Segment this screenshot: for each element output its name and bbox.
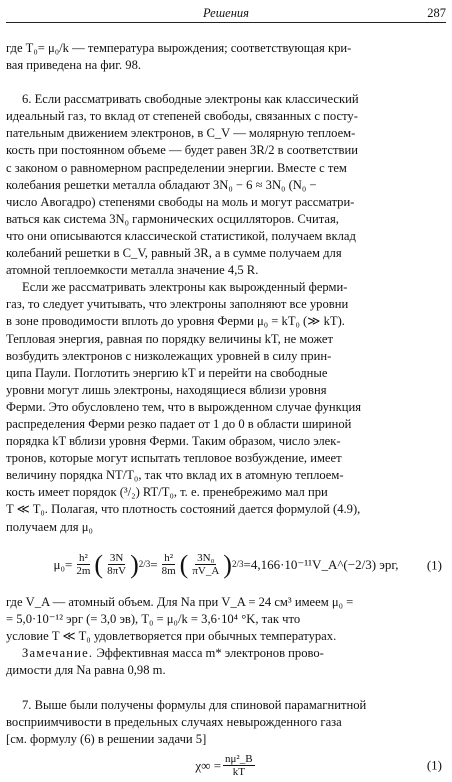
close-paren: ) [223, 549, 232, 579]
numerator: 3N [109, 552, 124, 565]
text-line: [см. формулу (6) в решении задачи 5] [6, 732, 207, 747]
text-line: кость при постоянном объеме — будет равен 3R/2 в соответствии [6, 143, 358, 158]
text-line: в зоне проводимости вплоть до уровня Ферми μ₀ = kT₀ (≫ kT). [6, 314, 345, 329]
formula-rhs: =4,166·10⁻¹¹V_A^(−2/3) эрг, [243, 557, 399, 573]
text-line: ваться как система 3N₀ гармонических осцилляторов. Считая, [6, 211, 339, 226]
fraction [105, 552, 128, 577]
text-line: атомной теплоемкости металла значение 4,5 R. [6, 263, 259, 278]
text-line: Тепловая энергия, равная по порядку величины kT, не может [6, 331, 333, 346]
numerator: h² [164, 552, 174, 565]
numerator: h² [78, 552, 88, 565]
text-line: число Авогадро) степенями свободы на моль и могут рассматри- [6, 194, 355, 209]
text-line: димости для Na равна 0,98 m. [6, 663, 166, 677]
text-line: T ≪ T₀. Полагая, что плотность состояний дается формулой (4.9), [6, 502, 361, 517]
text-line: Если же рассматривать электроны как вырожденный ферми- [22, 280, 348, 295]
text-line: получаем для μ₀ [6, 519, 93, 534]
paragraph-problem-7 [6, 697, 446, 748]
text-line: величину порядка NT/T₀, так что вклад их в атомную теплоем- [6, 468, 344, 483]
text-line: ципа Паули. Поглотить энергию kT и перейти на свободные [6, 365, 328, 380]
fraction [74, 552, 92, 577]
text-line: порядка kT вблизи уровня Ферми. Таким образом, число элек- [6, 434, 341, 449]
paragraph-degenerate-gas [6, 279, 446, 535]
open-paren: ( [94, 549, 104, 579]
text-line: распределения Ферми резко падает от 1 до 0 в области шириной [6, 416, 352, 431]
fraction [160, 552, 178, 577]
formula-lhs: μ₀= [53, 557, 73, 573]
running-head-title: Решения [203, 6, 249, 20]
denominator: 8m [161, 565, 176, 578]
equation-number: (1) [426, 757, 442, 773]
text-line: где V_A — атомный объем. Для Na при V_A = 24 см³ имеем μ₀ = [6, 594, 354, 609]
page-body [6, 40, 446, 782]
formula-fermi-energy [6, 536, 446, 594]
text-line: Ферми. Это обусловлено тем, что в вырожденном случае функция [6, 399, 361, 414]
text-line: пательным движением электронов, в C_V — молярную теплоем- [6, 126, 356, 141]
paragraph-note [6, 645, 446, 679]
page-number: 287 [427, 6, 446, 20]
open-paren: ( [179, 549, 189, 579]
text-line: Эффективная масса m* электронов прово- [93, 645, 324, 660]
note-label: Замечание. [22, 645, 94, 660]
running-head [6, 6, 446, 23]
fraction [190, 552, 221, 577]
text-line: 7. Выше были получены формулы для спиновой парамагнитной [22, 698, 367, 713]
formula-susceptibility [6, 748, 446, 782]
text-line: возбудить электронов с низколежащих уровней в силу прин- [6, 348, 332, 363]
exponent: 2/3 [138, 559, 151, 570]
text-line: колебания решетки металла обладают 3N₀ − 6 ≈ 3N₀ (N₀ − [6, 177, 317, 192]
text-line: с законом о равномерном распределении энергии. Вместе с тем [6, 160, 347, 175]
text-line: идеальный газ, то вклад от степеней свободы, связанных с посту- [6, 109, 358, 124]
text-line: вая приведена на фиг. 98. [6, 58, 142, 73]
equals-sign: = [150, 557, 158, 573]
denominator: 2m [76, 565, 91, 578]
equation-number: (1) [426, 557, 442, 573]
text-line: колебаний решетки в C_V, равный 3R, а в сумме получаем для [6, 246, 342, 261]
formula-lhs: χ∞ = [195, 757, 222, 773]
text-line: восприимчивости в предельных случаях невырожденного газа [6, 715, 342, 730]
text-line: кость имеет порядок (³/₂) RT/T₀, т. е. пренебрежимо мал при [6, 485, 328, 500]
numerator: nμ²_B [225, 752, 253, 765]
text-line: 6. Если рассматривать свободные электроны как классический [22, 92, 359, 107]
text-line: газ, то следует учитывать, что электроны заполняют все уровни [6, 297, 349, 312]
text-line: условие T ≪ T₀ удовлетворяется при обычных температурах. [6, 628, 337, 643]
text-line: = 5,0·10⁻¹² эрг (= 3,0 эв), T₀ = μ₀/k = 3,6·10⁴ °K, так что [6, 611, 301, 626]
denominator: 8πV [107, 565, 127, 578]
text-line: где T₀= μ₀/k — температура вырождения; соответствующая кри- [6, 41, 352, 55]
fraction [223, 753, 255, 778]
paragraph-problem-6 [6, 91, 446, 279]
text-line: тронов, которые могут испытать тепловое возбуждение, имеет [6, 451, 342, 466]
text-line: что они описываются классической статистикой, получаем вклад [6, 228, 356, 243]
close-paren: ) [130, 549, 139, 579]
numerator: 3N₀ [197, 552, 215, 565]
paragraph-sodium-values [6, 594, 446, 645]
paragraph-continuation [6, 40, 446, 74]
exponent: 2/3 [231, 559, 244, 570]
denominator: kT [232, 765, 245, 778]
denominator: πV_A [192, 565, 220, 578]
text-line: уровни могут лишь электроны, находящиеся вблизи уровня [6, 382, 327, 397]
